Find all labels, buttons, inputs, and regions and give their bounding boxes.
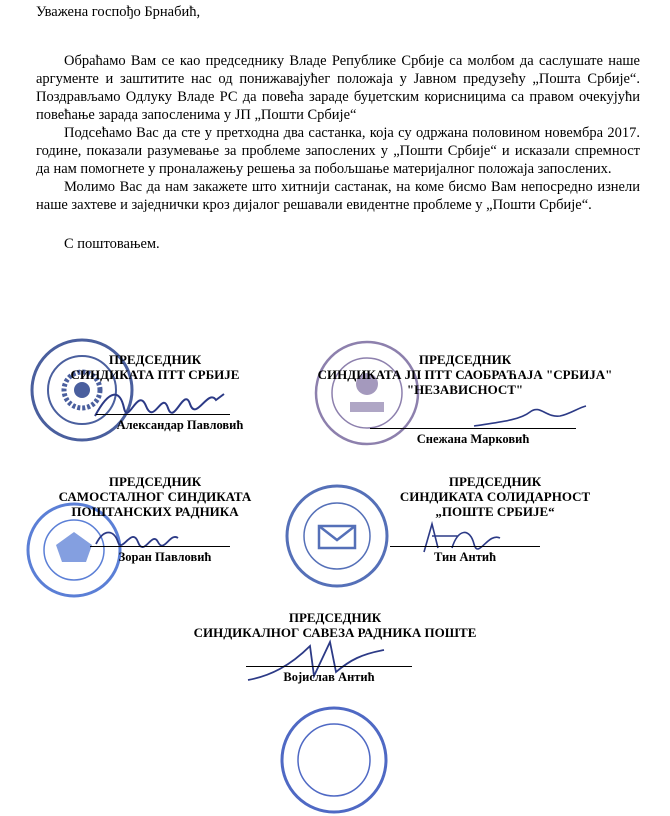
sig-title-line: ПРЕДСЕДНИК — [418, 352, 512, 367]
paragraph-2: Подсећамо Вас да сте у претходна два састанка, која су одржана половином новембра 2017. године, показали разумевање за проблеме запослених у „Пошти Србије“ и исказали спремност да нам помогнете у проналажењу решења за побољшање материјалног положаја запослених. — [36, 125, 640, 177]
signature-name-solidarnost: Тин Антић — [433, 550, 497, 564]
sig-title-line: ПРЕДСЕДНИК — [108, 352, 202, 367]
sig-title-line: ПРЕДСЕДНИК — [288, 610, 382, 625]
sig-title-line: ПОШТАНСКИХ РАДНИКА — [71, 504, 239, 519]
signature-block-solidarnost — [350, 474, 640, 519]
sig-title-line: „ПОШТЕ СРБИЈЕ“ — [435, 504, 555, 519]
signature-name-savez: Војислав Антић — [283, 670, 375, 684]
greeting: Уважена госпођо Брнабић, — [36, 4, 201, 20]
sig-title-line: СИНДИКАТА СОЛИДАРНОСТ — [399, 489, 591, 504]
signature-block-nezavisnost — [300, 352, 630, 397]
signature-line — [96, 414, 230, 415]
signature-block-samostalni — [40, 474, 270, 519]
signature-block-ptt-srbije — [40, 352, 270, 382]
paragraph-3: Молимо Вас да нам закажете што хитнији састанак, на коме бисмо Вам непосредно изнели наше захтеве и заједнички кроз дијалог решавали евидентне проблеме у „Пошти Србије“. — [36, 179, 640, 213]
sig-title-line: СИНДИКАТА ЈП ПТТ САОБРАЋАЈА "СРБИЈА" — [317, 367, 613, 382]
stamp-savez — [278, 704, 390, 816]
signature-block-savez — [150, 610, 520, 640]
signature-line — [390, 546, 540, 547]
letter-body — [36, 52, 640, 214]
signature-line — [246, 666, 412, 667]
signature-line — [90, 546, 230, 547]
sig-title-line: СИНДИКАЛНОГ САВЕЗА РАДНИКА ПОШТЕ — [193, 625, 477, 640]
signature-name-samostalni: Зоран Павловић — [118, 550, 212, 564]
signature-name-ptt-srbije: Александар Павловић — [116, 418, 244, 432]
signature-line — [370, 428, 576, 429]
sig-title-line: ПРЕДСЕДНИК — [448, 474, 542, 489]
sig-title-line: САМОСТАЛНОГ СИНДИКАТА — [58, 489, 252, 504]
sig-title-line: СИНДИКАТА ПТТ СРБИЈЕ — [70, 367, 240, 382]
sig-title-line: ПРЕДСЕДНИК — [108, 474, 202, 489]
sig-title-line: "НЕЗАВИСНОСТ" — [406, 382, 524, 397]
signature-markovic — [470, 398, 590, 432]
closing: С поштовањем. — [64, 236, 160, 252]
paragraph-1: Обраћамо Вам се као председнику Владе Републике Србије са молбом да саслушате наше аргументе и заштитите нас од понижавајућег положаја у Јавном предузећу „Пошта Србије“. Поздрављамо Одлуку Владе РС да повећа зараде буџетским корисницима са правом очекујући повећање зарада запосленима у ЈП „Пошти Србије“ — [36, 53, 640, 123]
signature-name-nezavisnost: Снежана Марковић — [416, 432, 530, 446]
